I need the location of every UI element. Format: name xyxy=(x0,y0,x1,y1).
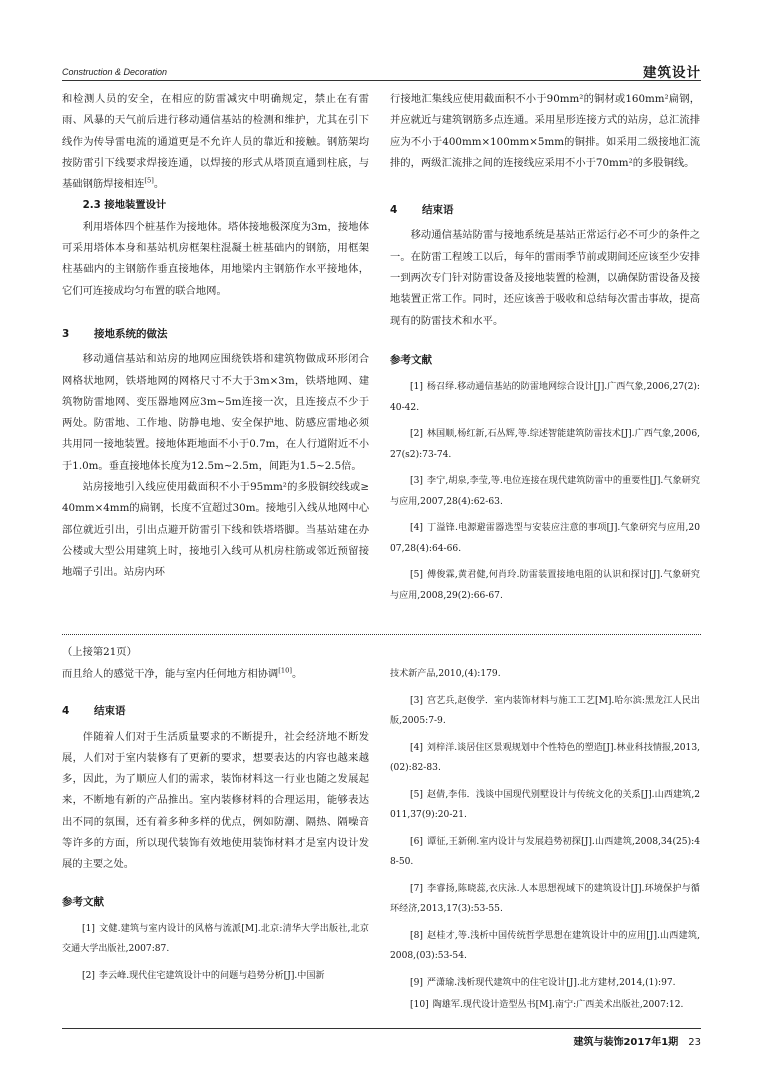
paragraph: 利用塔体四个桩基作为接地体。塔体接地极深度为3m，接地体可采用塔体本身和基站机房框架柱混凝土桩基础内的钢筋，用框架柱基础内的主钢筋作垂直接地体，用地梁内主钢筋作水平接地体，它们可连接成均匀布置的联合地网。 xyxy=(62,220,369,297)
references-heading: 参考文献 xyxy=(390,353,432,366)
reference-item: [1] 杨召绎.移动通信基站的防雷地网综合设计[J].广西气象,2006,27(2):40-42. xyxy=(390,382,700,413)
page-footer xyxy=(573,1033,701,1048)
footer-rule xyxy=(62,1028,701,1029)
reference-list xyxy=(390,377,700,606)
paragraph: 移动通信基站和站房的地网应围绕铁塔和建筑物做成环形闭合网格状地网，铁塔地网的网格尺寸不大于3m×3m，铁塔地网、建筑物防雷地网、变压器地网应3m~5m连接一次，且连接点不少于两处。防雷地、工作地、防静电地、安全保护地、防感应雷地必须共用同一接地装置。接地体距地面不小于0.7m，在人行道附近不小于1.0m。垂直接地体长度为12.5m~2.5m，间距为1.5~2.5倍。 xyxy=(62,353,369,472)
section-heading: 4 结束语 xyxy=(62,705,126,718)
reference-item: [1] 文健.建筑与室内设计的风格与流派[M].北京:清华大学出版社,北京交通大学出版社,2007:87. xyxy=(62,923,369,955)
reference-item: [5] 傅俊霖,黄君健,何肖玲.防雷装置接地电阻的认识和探讨[J].气象研究与应用,2008,29(2):66-67. xyxy=(390,570,700,601)
paragraph: 站房接地引入线应使用截面积不小于95mm²的多股铜绞线或≥40mm×4mm的扁钢，长度不宜超过30m。接地引入线从地网中心部位就近引出，引出点避开防雷引下线和铁塔塔脚。当基站建在办公楼或大型公用建筑上时，接地引入线可从机房柱筋或邻近预留接地端子引出。站房内环 xyxy=(62,481,369,579)
lower-right-column xyxy=(390,664,700,1022)
paragraph: 伴随着人们对于生活质量要求的不断提升，社会经济地不断发展，人们对于室内装修有了更新的要求，想要表达的内容也越来越多，因此，为了顺应人们的需求，装饰材料这一行业也随之发展起来，不断地有新的产品推出。室内装修材料的合理运用，能够表达出不同的氛围，还有着多种多样的优点，例如防潮、隔热、隔噪音等许多的方面，所以现代装饰有效地使用装饰材料才是室内设计发展的主要之处。 xyxy=(62,730,369,871)
citation: [10] xyxy=(278,666,292,675)
reference-item: [2] 李云峰.现代住宅建筑设计中的问题与趋势分析[J].中国新 xyxy=(82,970,325,981)
reference-item: [6] 谭征,王新俐.室内设计与发展趋势初探[J].山西建筑,2008,34(25):48-50. xyxy=(390,836,700,867)
subsection-heading: 2.3 接地装置设计 xyxy=(82,199,167,212)
reference-item: [4] 丁溢锋.电源避雷器选型与安装应注意的事项[J].气象研究与应用,2007,28(4):64-66. xyxy=(390,523,700,554)
references-heading: 参考文献 xyxy=(62,895,104,908)
article-divider xyxy=(62,634,701,635)
page-number: 23 xyxy=(688,1037,701,1048)
reference-item: [7] 李睿扬,陈晓蕊,衣庆泳.人本思想视域下的建筑设计[J].环境保护与循环经济,2013,17(3):53-55. xyxy=(390,883,700,914)
reference-list xyxy=(62,919,369,987)
section-title: 建筑设计 xyxy=(643,65,701,81)
reference-item: [4] 刘梓洋.谈居住区景观规划中个性特色的塑造[J].林业科技情报,2013,(02):82-83. xyxy=(390,742,700,773)
section-heading: 4 结束语 xyxy=(390,204,454,217)
paragraph: 和检测人员的安全，在相应的防雷减灾中明确规定，禁止在有雷雨、风暴的天气前后进行移动通信基站的检测和维护，尤其在引下线作为传导雷电流的通道更是不允许人员的靠近和接触。钢筋架均按防雷引下线要求焊接连通，以焊接的形式从塔顶直通到柱底，与基础钢筋焊接相连[5]。 xyxy=(62,93,369,191)
reference-item: [5] 赵倩,李伟．浅谈中国现代别墅设计与传统文化的关系[J].山西建筑,2011,37(9):20-21. xyxy=(390,789,700,820)
header-rule xyxy=(62,80,701,81)
reference-item: [3] 李宁,胡泉,李莹,等.电位连接在现代建筑防雷中的重要性[J].气象研究与应用,2007,28(4):62-63. xyxy=(390,476,700,507)
reference-item: [2] 林国顺,杨红新,石丛辉,等.综述智能建筑防雷技术[J].广西气象,2006,27(s2):73-74. xyxy=(390,429,700,460)
journal-name-en: Construction & Decoration xyxy=(62,67,168,77)
section-heading: 3 接地系统的做法 xyxy=(62,327,168,340)
lower-left-column xyxy=(62,664,369,986)
paragraph: 而且给人的感觉干净，能与室内任何地方相协调[10]。 xyxy=(62,666,303,680)
continued-from-label: （上接第21页） xyxy=(62,646,137,658)
paragraph: 行接地汇集线应使用截面积不小于90mm²的铜材或160mm²扁钢，并应就近与建筑钢筋多点连通。采用星形连接方式的站房，总汇流排应为不小于400mm×100mm×5mm的铜排。如采用二级接地汇流排的，两级汇流排之间的连接线应采用不小于70mm²的多股铜线。 xyxy=(390,93,700,169)
paragraph: 移动通信基站防雷与接地系统是基站正常运行必不可少的条件之一。在防雷工程竣工以后，每年的雷雨季节前或期间还应该至少安排一到两次专门针对防雷设备及接地装置的检测，以确保防雷设备及接地装置正常工作。同时，还应该善于吸收和总结每次雷击事故，提高现有的防雷技术和水平。 xyxy=(390,229,700,327)
reference-item: [9] 严潇瑜.浅析现代建筑中的住宅设计[J].北方建材,2014,(1):97. xyxy=(410,977,676,988)
citation: [5] xyxy=(144,176,154,185)
footer-journal: 建筑与装饰2017年1期 xyxy=(573,1037,679,1048)
reference-continuation: 技术新产品,2010,(4):179. xyxy=(390,669,501,679)
upper-right-column xyxy=(390,89,700,612)
reference-item: [3] 宫艺兵,赵俊学．室内装饰材料与施工工艺[M].哈尔滨:黑龙江人民出版,2005:7-9. xyxy=(390,695,700,726)
reference-item: [8] 赵桂才,等.浅析中国传统哲学思想在建筑设计中的应用[J].山西建筑,2008,(03):53-54. xyxy=(390,930,700,961)
reference-item: [10] 陶雄军.现代设计造型丛书[M].南宁:广西美术出版社,2007:12. xyxy=(410,1000,684,1010)
upper-left-column xyxy=(62,89,369,584)
